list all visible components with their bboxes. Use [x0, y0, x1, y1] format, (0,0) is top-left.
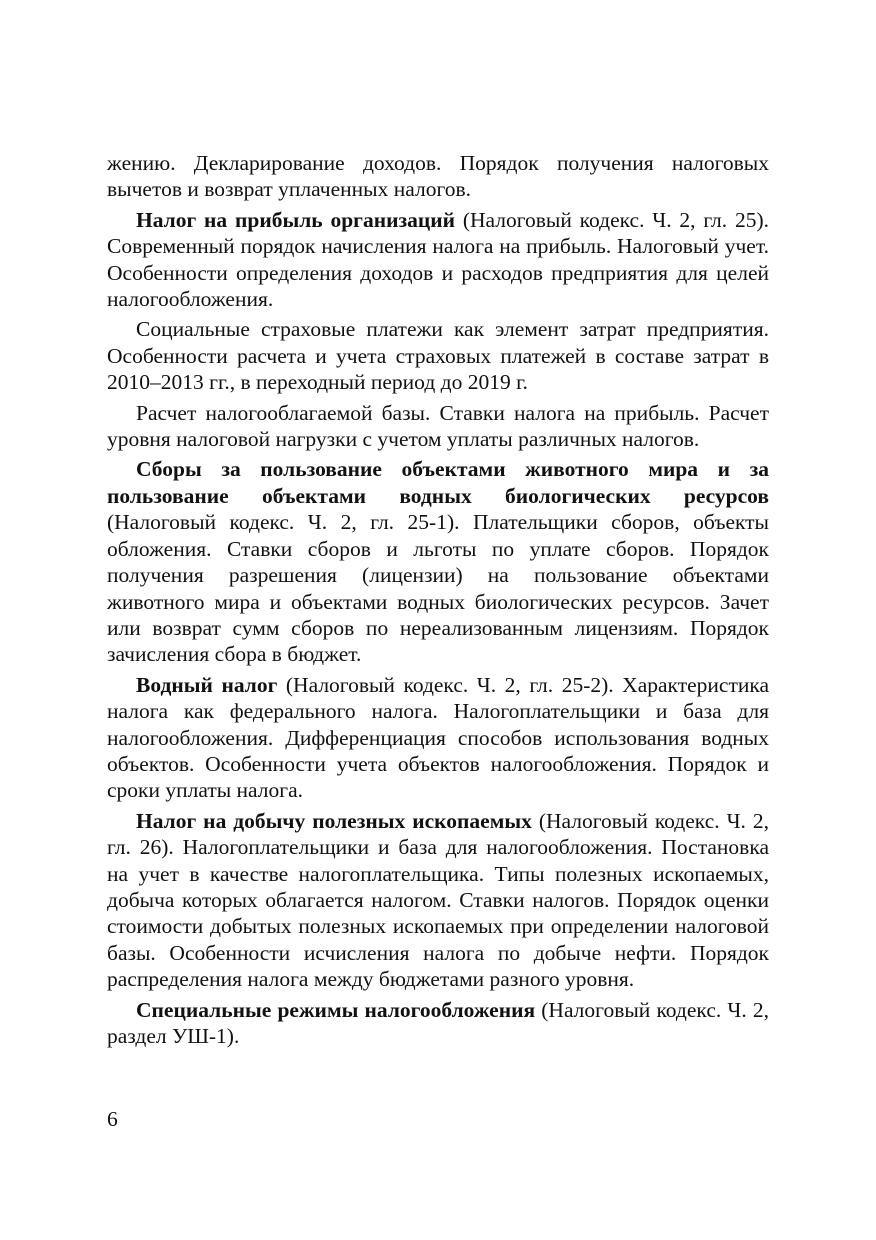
- paragraph-heading: Специальные режимы налогообложения: [136, 997, 536, 1022]
- page-number: 6: [107, 1107, 118, 1131]
- paragraph-text: (Налоговый кодекс. Ч. 2, гл. 25-2). Характеристика налога как федерального налога. Налогоплательщики и база для налогообложения. Дифференциация способов использования водных объектов. Особенности учета объектов налогообложения. Порядок и сроки уплаты налога.: [107, 672, 770, 803]
- paragraph-profit-tax: [107, 207, 769, 313]
- paragraph-text: Расчет налогооблагаемой базы. Ставки налога на прибыль. Расчет уровня налоговой нагрузки с учетом уплаты различных налогов.: [107, 400, 769, 452]
- paragraph-text: жению. Декларирование доходов. Порядок получения налоговых вычетов и возврат уплаченных налогов.: [107, 151, 769, 202]
- paragraph-text: (Налоговый кодекс. Ч. 2, гл. 25-1). Плательщики сборов, объекты обложения. Ставки сборов и льготы по уплате сборов. Порядок получения разрешения (лицензии) на пользование объектами животного мира и объектами водных биологических ресурсов. Зачет или возврат сумм сборов по нереализованным лицензиям. Порядок зачисления сбора в бюджет.: [107, 510, 769, 667]
- paragraph-wildlife-fees: [107, 456, 769, 667]
- paragraph-special-regimes: [107, 997, 769, 1050]
- paragraph-water-tax: [107, 672, 769, 804]
- paragraph-social-insurance: [107, 316, 769, 395]
- page-body: [107, 150, 769, 1053]
- paragraph-text: (Налоговый кодекс. Ч. 2, гл. 25). Современный порядок начисления налога на прибыль. Налоговый учет. Особенности определения доходов и расходов предприятия для целей налогообложения.: [107, 207, 769, 312]
- paragraph-heading: Налог на добычу полезных ископаемых: [136, 808, 532, 833]
- paragraph-income-tax-continuation: [107, 150, 769, 203]
- paragraph-heading: Сборы за пользование объектами животного мира и за пользование объектами водных биологических ресурсов: [107, 457, 769, 508]
- paragraph-text: (Налоговый кодекс. Ч. 2, раздел УШ-1).: [107, 997, 769, 1048]
- paragraph-text: Социальные страховые платежи как элемент затрат предприятия. Особенности расчета и учета страховых платежей в составе затрат в 2010–2013 гг., в переходный период до 2019 г.: [107, 317, 769, 395]
- paragraph-text: (Налоговый кодекс. Ч. 2, гл. 26). Налогоплательщики и база для налогообложения. Постановка на учет в качестве налогоплательщика. Типы полезных ископаемых, добыча которых облагается налогом. Ставки налогов. Порядок оценки стоимости добытых полезных ископаемых при определении налоговой базы. Особенности исчисления налога по добыче нефти. Порядок распределения налога между бюджетами разного уровня.: [107, 808, 769, 992]
- paragraph-tax-base: [107, 400, 769, 453]
- paragraph-heading: Налог на прибыль организаций: [136, 207, 456, 232]
- paragraph-mineral-extraction-tax: [107, 808, 769, 993]
- paragraph-heading: Водный налог: [136, 672, 278, 697]
